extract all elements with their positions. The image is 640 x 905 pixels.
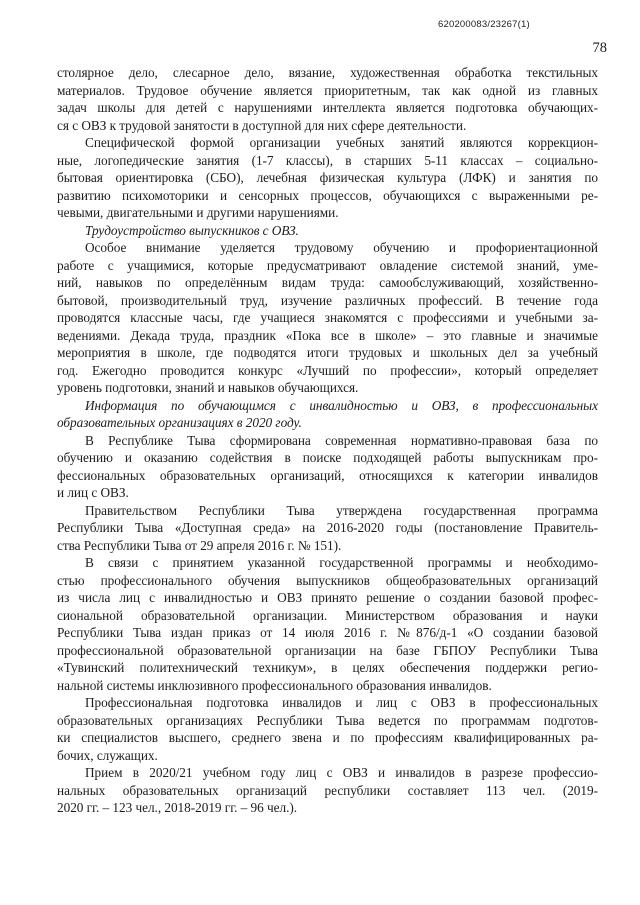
text-line: Профессиональная подготовка инвалидов и лиц с ОВЗ в профессиональных [85, 695, 598, 710]
paragraph [57, 134, 598, 222]
text-line: сиональной образовательной организации. Министерством образования и науки [57, 607, 598, 623]
text-line: В Республике Тыва сформирована современная нормативно-правовая база по [85, 432, 598, 448]
text-line: нальной системы инклюзивного профессионального образования инвалидов. [57, 677, 492, 693]
text-line: из числа лиц с инвалидностью и ОВЗ принято решение о создании базовой профес- [57, 590, 598, 605]
text-line: мероприятия в школе, где подводятся итоги трудовых и школьных дел за учебный [57, 345, 598, 360]
text-line: фессиональных образовательных организаций, относящихся к категории инвалидов [57, 467, 598, 483]
text-line: задач школы для детей с нарушениями интеллекта является подготовка обучающих- [57, 100, 598, 115]
text-line: ки специалистов высшего, среднего звена и по профессиям квалифицированных ра- [57, 730, 598, 745]
text-line: образовательных организациях Республики Тыва ведется по программам подготов- [57, 712, 598, 728]
text-line: Трудоустройство выпускников с ОВЗ. [85, 222, 299, 238]
text-line: В связи с принятием указанной государственной программы и необходимо- [85, 555, 598, 570]
text-line: материалов. Трудовое обучение является приоритетным, так как одной из главных [57, 82, 598, 98]
text-line: 2020 гг. – 123 чел., 2018-2019 гг. – 96 чел.). [57, 800, 298, 815]
paragraph [57, 502, 598, 555]
text-line: стью профессионального обучения выпускников общеобразовательных организаций [57, 572, 598, 588]
text-line: уровень подготовки, знаний и навыков обучающихся. [57, 380, 359, 395]
text-line: ные, логопедические занятия (1-7 классы), в старших 5-11 классах – социально- [57, 152, 598, 168]
page-number: 78 [592, 40, 607, 56]
paragraph [57, 554, 598, 694]
page-body [57, 64, 598, 817]
text-line: Прием в 2020/21 учебном году лиц с ОВЗ и инвалидов в разрезе профессио- [85, 765, 598, 780]
section-heading [57, 222, 598, 240]
text-line: ведениями. Декада труда, праздник «Пока все в школе» – это главные и значимые [57, 327, 598, 343]
section-heading [57, 397, 598, 432]
text-line: Специфической формой организации учебных занятий являются коррекцион- [85, 135, 598, 150]
text-line: и лиц с ОВЗ. [57, 485, 129, 500]
text-line: образовательных организациях в 2020 году. [57, 415, 302, 430]
paragraph [57, 764, 598, 817]
text-line: работе с учащимися, которые предусматривают овладение системой знаний, уме- [57, 257, 598, 273]
text-line: бочих, служащих. [57, 747, 158, 763]
text-line: бытовой, производительный труд, изучение различных профессий. В течение года [57, 292, 598, 308]
text-line: Республики Тыва издан приказ от 14 июля 2016 г. №876/д-1 «О создании базовой [57, 625, 598, 640]
text-line: Особое внимание уделяется трудовому обучению и профориентационной [85, 240, 598, 255]
text-line: бытовая ориентировка (СБО), лечебная физическая культура (ЛФК) и занятия по [57, 170, 598, 185]
text-line: обучению и оказанию содействия в поиске подходящей работы выпускникам про- [57, 450, 598, 465]
paragraph [57, 432, 598, 502]
text-line: ний, навыков по определённым видам труда: самообслуживающий, хозяйственно- [57, 275, 598, 290]
document-code: 620200083/23267(1) [438, 19, 530, 30]
text-line: столярное дело, слесарное дело, вязание, художественная обработка текстильных [57, 65, 598, 80]
text-line: развитию психомоторики и сенсорных процессов, обучающихся с выраженными ре- [57, 187, 598, 203]
text-line: проводятся классные часы, где учащиеся знакомятся с профессиями и учебными за- [57, 310, 598, 325]
text-line: Информация по обучающимся с инвалидностью и ОВЗ, в профессиональных [85, 397, 598, 413]
text-line: профессиональной образовательной организации на базе ГБПОУ Республики Тыва [57, 642, 598, 658]
text-line: «Тувинский политехнический техникум», в целях обеспечения поддержки регио- [57, 660, 598, 675]
paragraph [57, 694, 598, 764]
paragraph [57, 64, 598, 134]
paragraph [57, 239, 598, 397]
text-line: год. Ежегодно проводится конкурс «Лучший по профессии», который определяет [57, 362, 598, 378]
text-line: ства Республики Тыва от 29 апреля 2016 г. № 151). [57, 537, 342, 553]
text-line: нальных образовательных организаций республики составляет 113 чел. (2019- [57, 782, 598, 798]
text-line: Правительством Республики Тыва утверждена государственная программа [85, 502, 598, 518]
text-line: ся с ОВЗ к трудовой занятости в доступной для них сфере деятельности. [57, 117, 467, 133]
text-line: чевыми, двигательными и другими нарушениями. [57, 205, 339, 220]
text-line: Республики Тыва «Доступная среда» на 2016-2020 годы (постановление Правитель- [57, 520, 598, 535]
